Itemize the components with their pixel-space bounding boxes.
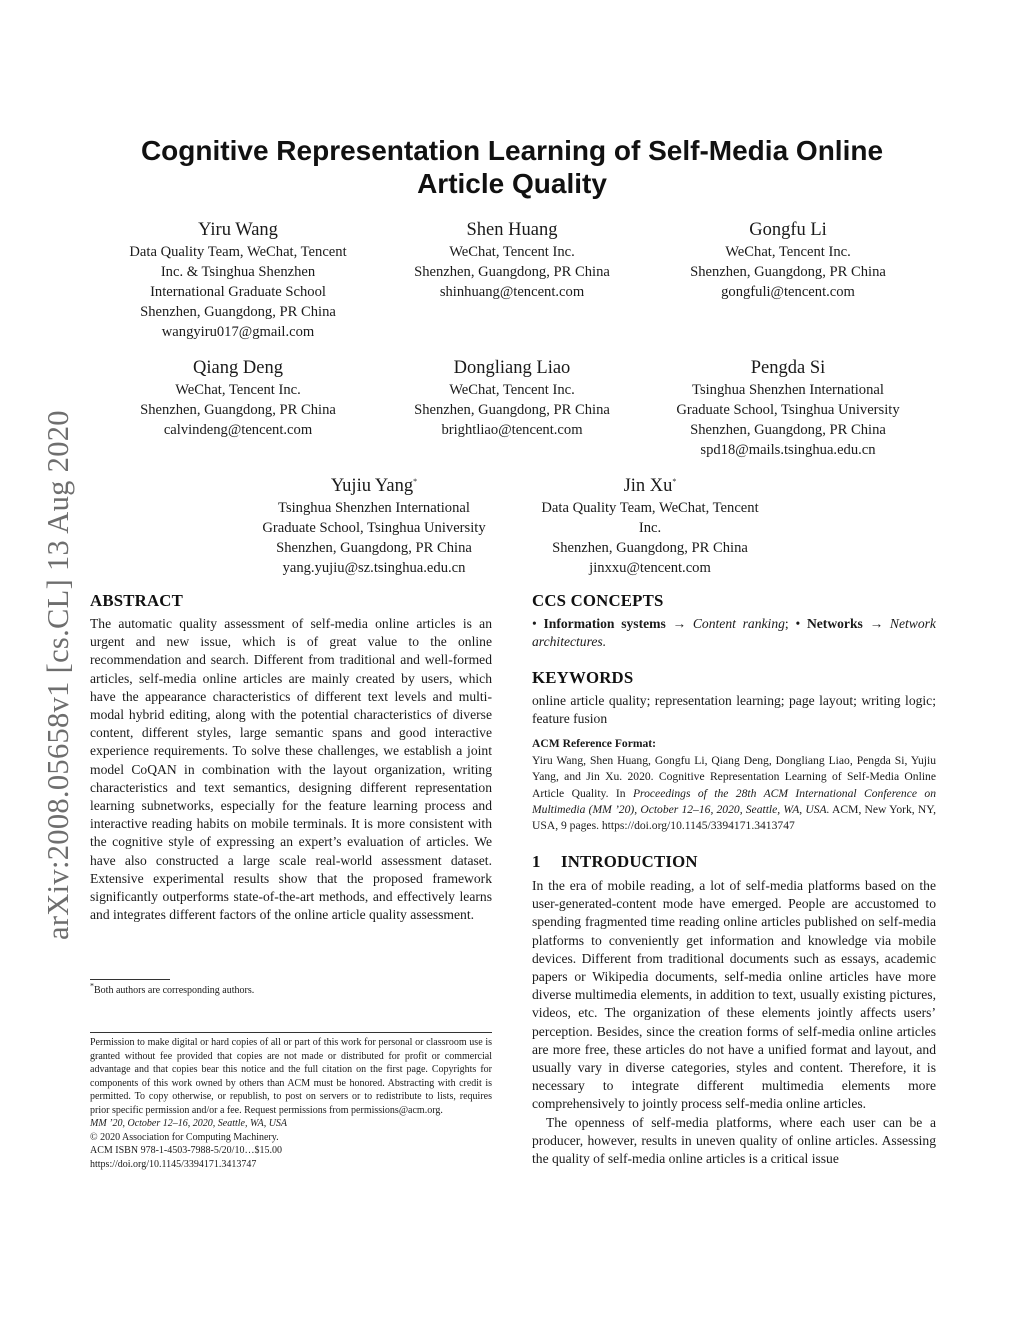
author-affiliation: WeChat, Tencent Inc. Shenzhen, Guangdong, PR China shinhuang@tencent.com xyxy=(414,244,610,300)
ccs-separator: ; xyxy=(784,616,789,631)
abstract-text: The automatic quality assessment of self-media online articles is an urgent and new issue, which is of great value to the online recommendation and search. Different from traditional and well-formed articles, self-media online articles are mainly created by users, which have the appearance characteristics of different text levels and multi-modal hybrid editing, along with the potential characteristics of diverse content, different styles, large semantic spans and good interactive experience requirements. To solve these challenges, we establish a joint model CoQAN in combination with the layout organization, writing characteristics and text semantics, designing different representation learning subnetworks, especially for the feature learning process and interactive reading habits on mobile terminals. It is more consistent with the cognitive style of expressing an expert’s evaluation of articles. We have also constructed a large scale real-world assessment dataset. Extensive experimental results show that the proposed framework significantly outperforms state-of-the-art methods, and effectively learns and integrates different factors of the online article quality assessment. xyxy=(90,616,492,923)
author-name: Jin Xu xyxy=(623,476,673,496)
author-affiliation: WeChat, Tencent Inc. Shenzhen, Guangdong, PR China calvindeng@tencent.com xyxy=(140,382,336,438)
intro-body xyxy=(532,877,936,1168)
ccs-term-1: Information systems xyxy=(543,616,666,631)
author-affiliation: WeChat, Tencent Inc. Shenzhen, Guangdong, PR China gongfuli@tencent.com xyxy=(690,244,886,300)
isbn-line: ACM ISBN 978-1-4503-7988-5/20/10…$15.00 xyxy=(90,1145,282,1156)
title-line-1: Cognitive Representation Learning of Self-Media Online xyxy=(140,135,884,166)
intro-paragraph-2: The openness of self-media platforms, where each user can be a producer, however, results in uneven quality of online articles. Assessing the quality of self-media online articles is a critical issue xyxy=(532,1114,936,1167)
acm-ref-proceedings: Proceedings of the 28th ACM International Conference on Multimedia (MM ’20), October 12–16, 2020, Seattle, WA, USA. xyxy=(532,786,936,816)
author-block xyxy=(648,358,928,460)
paper-title xyxy=(100,134,924,200)
arxiv-stamp xyxy=(41,360,81,940)
author-block xyxy=(100,358,376,440)
keywords-text: online article quality; representation learning; page layout; writing logic; feature fusion xyxy=(532,693,936,727)
ccs-bullet: • xyxy=(532,616,537,631)
permission-block xyxy=(90,1036,492,1171)
ccs-concept-1: Content ranking xyxy=(692,616,785,631)
acm-ref-text xyxy=(532,753,936,834)
footnote-rule xyxy=(90,979,170,980)
author-name: Gongfu Li xyxy=(749,220,827,240)
author-block xyxy=(374,358,650,440)
author-affiliation: Tsinghua Shenzhen International Graduate School, Tsinghua University Shenzhen, Guangdong, PR China yang.yujiu@sz.tsinghua.edu.cn xyxy=(262,500,486,576)
doi-line: https://doi.org/10.1145/3394171.3413747 xyxy=(90,1158,257,1170)
acm-ref-authors: Yiru Wang, Shen Huang, Gongfu Li, Qiang Deng, Dongliang Liao, Pengda Si, Yujiu Yang, and Jin Xu. 2020. Cognitive Representation Learning of Self-Media Online Article Quality. In xyxy=(532,754,936,800)
author-name: Pengda Si xyxy=(750,358,826,378)
copyright-line: © 2020 Association for Computing Machinery. xyxy=(90,1131,279,1143)
author-block xyxy=(374,220,650,302)
footnote xyxy=(90,981,492,998)
permission-text: Permission to make digital or hard copies of all or part of this work for personal or classroom use is granted without fee provided that copies are not made or distributed for profit or commercial advantage and that copies bear this notice and the full citation on the first page. Copyrights for components of this work owned by others than ACM must be honored. Abstracting with credit is permitted. To copy otherwise, or republish, to post on servers or to redistribute to lists, requires prior specific permission and/or a fee. Request permissions from permissions@acm.org. xyxy=(90,1037,492,1116)
author-name: Shen Huang xyxy=(466,220,558,240)
ccs-heading: CCS CONCEPTS xyxy=(532,591,664,610)
corresponding-mark: * xyxy=(672,476,677,486)
abstract-heading: ABSTRACT xyxy=(90,591,183,610)
ccs-term-2: Networks xyxy=(806,616,863,631)
section-title: INTRODUCTION xyxy=(561,852,698,871)
intro-heading xyxy=(532,852,698,872)
permission-rule xyxy=(90,1032,492,1033)
footnote-mark: * xyxy=(90,981,94,991)
author-affiliation: WeChat, Tencent Inc. Shenzhen, Guangdong, PR China brightliao@tencent.com xyxy=(414,382,610,438)
corresponding-mark: * xyxy=(413,476,418,486)
acm-ref-heading: ACM Reference Format: xyxy=(532,737,657,750)
title-line-2: Article Quality xyxy=(417,168,607,199)
keywords-heading: KEYWORDS xyxy=(532,668,634,687)
author-block xyxy=(236,476,512,578)
author-affiliation: Data Quality Team, WeChat, Tencent Inc. & Tsinghua Shenzhen International Graduate School Shenzhen, Guangdong, PR China wangyiru017@gmail.com xyxy=(129,244,347,340)
author-name: Qiang Deng xyxy=(193,358,283,378)
author-block xyxy=(512,476,788,578)
intro-paragraph-1: In the era of mobile reading, a lot of self-media platforms based on the user-generated-content mode have emerged. People are accustomed to spending fragmented time reading online articles published on self-media platforms to conveniently get information and knowledge via mobile devices. Different from traditional documents such as essays, academic papers or Wikipedia documents, self-media online articles have more diverse multimedia elements, in addition to text, usually existing pictures, videos, etc. The organization of these elements jointly affects users’ perception. Besides, since the creation forms of self-media online articles are more free, these articles do not have a unified format and layout, and usually vary in diverse categories, styles and content. Therefore, it is necessary to integrate different multimedia elements more comprehensively to jointly process self-media online articles. xyxy=(532,878,936,1112)
ccs-arrow: → xyxy=(869,616,884,631)
author-block xyxy=(648,220,928,302)
author-affiliation: Data Quality Team, WeChat, Tencent Inc. Shenzhen, Guangdong, PR China jinxxu@tencent.com xyxy=(541,500,759,576)
author-name: Yiru Wang xyxy=(198,220,278,240)
author-name: Dongliang Liao xyxy=(453,358,571,378)
author-block xyxy=(100,220,376,342)
footnote-text: Both authors are corresponding authors. xyxy=(94,985,255,996)
author-name: Yujiu Yang xyxy=(330,476,414,496)
ccs-text xyxy=(532,615,936,651)
ccs-bullet: • xyxy=(795,616,801,631)
arxiv-stamp-text: arXiv:2008.05658v1 [cs.CL] 13 Aug 2020 xyxy=(41,410,75,940)
author-affiliation: Tsinghua Shenzhen International Graduate School, Tsinghua University Shenzhen, Guangdong, PR China spd18@mails.tsinghua.edu.cn xyxy=(676,382,900,458)
acm-ref-tail: ACM, New York, NY, USA, 9 pages. https://doi.org/10.1145/3394171.3413747 xyxy=(532,802,936,833)
section-number: 1 xyxy=(532,852,541,871)
venue-line: MM ’20, October 12–16, 2020, Seattle, WA, USA xyxy=(90,1118,288,1129)
ccs-concept-2: Network architectures. xyxy=(532,616,936,650)
ccs-arrow: → xyxy=(672,616,687,631)
